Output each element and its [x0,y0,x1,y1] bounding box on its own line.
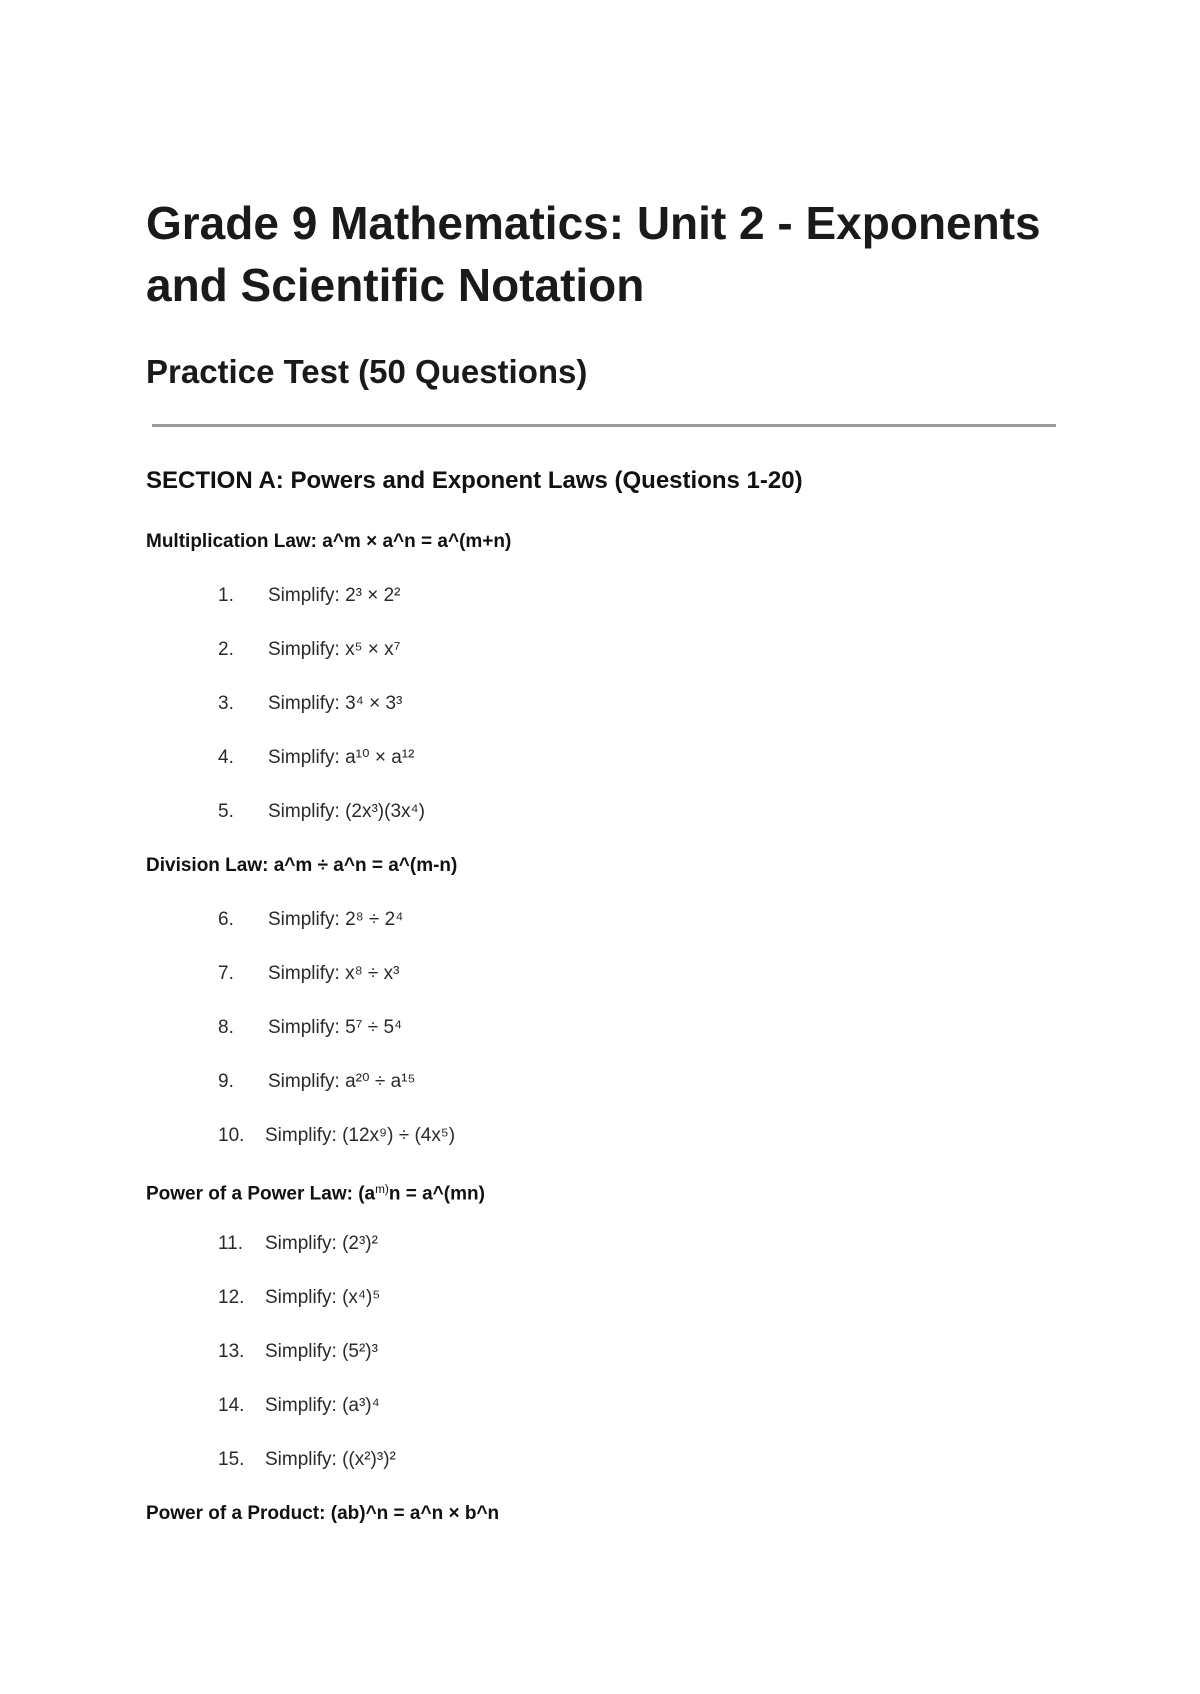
question-number: 7. [218,963,234,984]
question-text: Simplify: x⁸ ÷ x³ [268,963,400,984]
question-number: 15. [218,1449,245,1470]
document-title: Grade 9 Mathematics: Unit 2 - Exponents and Scientific Notation [146,197,1041,311]
question-number: 6. [218,909,234,930]
question-text: Simplify: (x⁴)⁵ [265,1287,381,1308]
question-item [218,1286,380,1310]
document-subtitle: Practice Test (50 Questions) [146,353,588,390]
question-text: Simplify: 5⁷ ÷ 5⁴ [268,1017,403,1038]
question-item [218,962,399,986]
question-text: Simplify: 2³ × 2² [268,585,401,606]
law-label-prefix: Power of a Power Law: (a [146,1183,376,1205]
question-text: Simplify: (12x⁹) ÷ (4x⁵) [265,1125,456,1146]
question-text: Simplify: x⁵ × x⁷ [268,639,401,660]
question-item [218,1124,455,1148]
question-text: Simplify: ((x²)³)² [265,1449,396,1470]
horizontal-divider [152,424,1056,427]
question-item [218,800,425,824]
question-number: 8. [218,1017,234,1038]
question-item [218,1340,378,1364]
question-number: 1. [218,585,234,606]
question-number: 10. [218,1125,245,1146]
question-item [218,584,401,608]
question-number: 5. [218,801,234,822]
law-label-superscript: m) [375,1183,389,1196]
question-item [218,1448,396,1472]
question-item [218,908,403,932]
question-text: Simplify: (2x³)(3x⁴) [268,801,426,822]
question-text: Simplify: (2³)² [265,1233,378,1254]
question-number: 12. [218,1287,245,1308]
question-item [218,1016,402,1040]
power-of-a-product-law-heading: Power of a Product: (ab)^n = a^n × b^n [146,1503,500,1524]
question-text: Simplify: a¹⁰ × a¹² [268,747,415,768]
division-law-heading: Division Law: a^m ÷ a^n = a^(m-n) [146,855,458,876]
question-number: 2. [218,639,234,660]
question-number: 13. [218,1341,245,1362]
question-text: Simplify: a²⁰ ÷ a¹⁵ [268,1071,416,1092]
question-item [218,1394,380,1418]
question-text: Simplify: 2⁸ ÷ 2⁴ [268,909,404,930]
question-number: 3. [218,693,234,714]
question-number: 4. [218,747,234,768]
section-a-heading: SECTION A: Powers and Exponent Laws (Questions 1-20) [146,467,803,494]
law-label-suffix: n = a^(mn) [388,1183,485,1205]
question-item [218,1070,415,1094]
question-item [218,692,402,716]
power-of-a-power-law-heading [146,1178,485,1206]
question-number: 14. [218,1395,245,1416]
question-text: Simplify: (5²)³ [265,1341,378,1362]
question-text: Simplify: (a³)⁴ [265,1395,380,1416]
question-number: 11. [218,1233,244,1254]
multiplication-law-heading: Multiplication Law: a^m × a^n = a^(m+n) [146,531,512,552]
question-item [218,1232,378,1256]
question-number: 9. [218,1071,234,1092]
question-text: Simplify: 3⁴ × 3³ [268,693,403,714]
question-item [218,638,400,662]
question-item [218,746,414,770]
